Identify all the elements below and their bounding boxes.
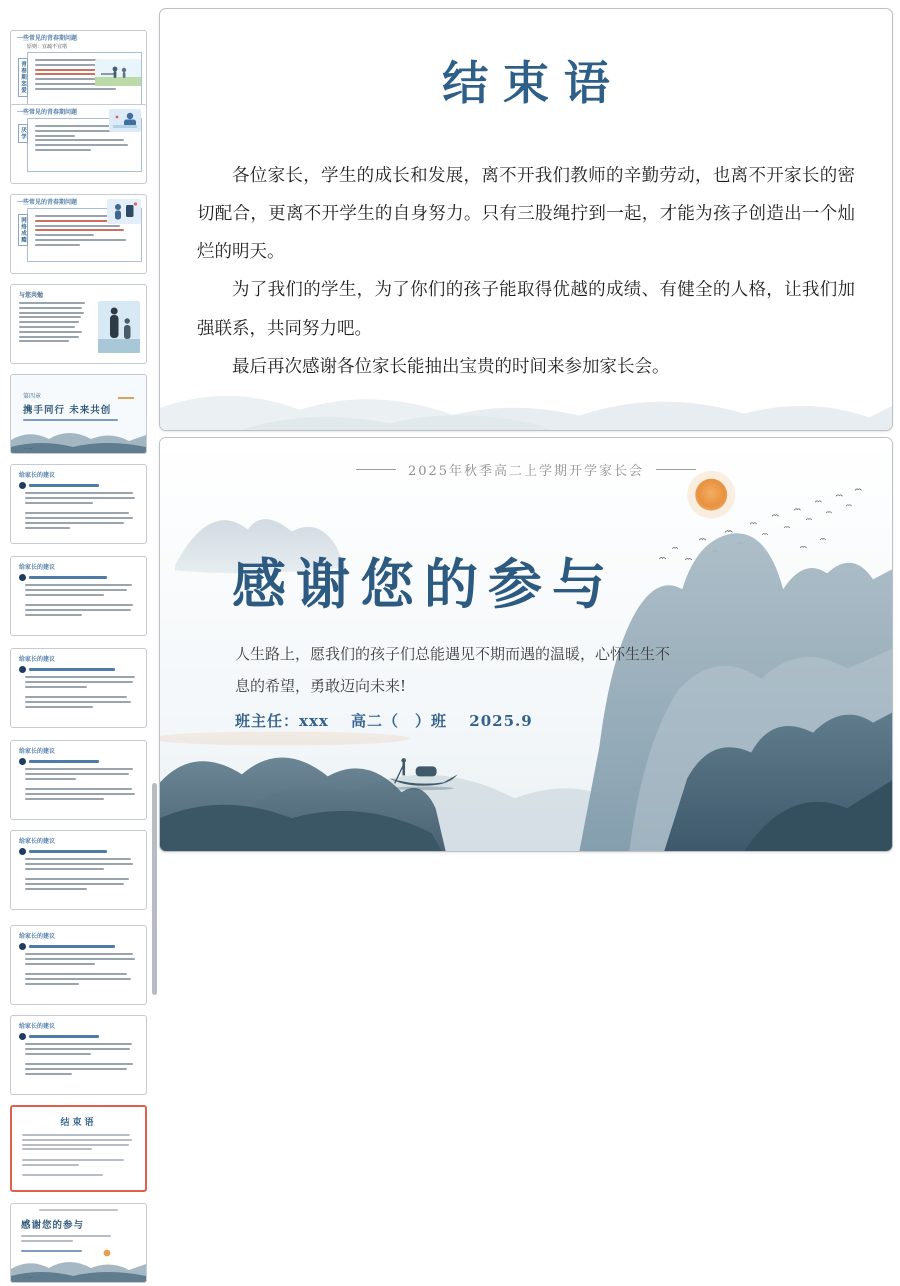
thumb-title: 携手同行 未来共创 (23, 405, 112, 416)
thanks-slide-title[interactable]: 感谢您的参与 (232, 552, 616, 616)
thumb-subtitle: 原则：宜疏不宜堵 (27, 44, 68, 51)
numbered-bullet-icon (19, 574, 26, 581)
thumb-text-lines (25, 953, 138, 985)
thumb-title: 一些常见的青春期问题 (17, 199, 78, 206)
numbered-bullet-icon (19, 848, 26, 855)
thumb-title: 结束语 (60, 1118, 97, 1128)
thumb-title: 与您共勉 (19, 292, 44, 299)
numbered-bullet-icon (19, 1033, 26, 1040)
thumb-text-lines (25, 858, 138, 890)
slide-thumbnail-4-phototext[interactable] (10, 284, 147, 364)
chapter-number: 第四章 (23, 393, 42, 400)
advice-heading (19, 758, 138, 765)
sidebar-scrollbar-thumb[interactable] (152, 783, 157, 995)
thumb-header-line (39, 1209, 117, 1211)
slide-header-text: 2025年秋季高二上学期开学家长会 (407, 464, 645, 479)
thumb-illustration (109, 109, 141, 136)
thumb-title: 感谢您的参与 (21, 1220, 85, 1231)
thumb-side-tag: 网络成瘾 (18, 214, 28, 246)
thumb-illustration (107, 199, 141, 228)
thumb-title: 一些常见的青春期问题 (17, 109, 78, 116)
closing-paragraph-3: 最后再次感谢各位家长能抽出宝贵的时间来参加家长会。 (232, 356, 670, 377)
advice-heading (19, 848, 138, 855)
numbered-bullet-icon (19, 666, 26, 673)
slide-thumbnail-10-advice[interactable] (10, 830, 147, 910)
slide-thumbnail-13-closing[interactable] (10, 1105, 147, 1192)
thumb-title: 给家长的建议 (19, 1023, 56, 1030)
thumb-text-lines (21, 1235, 116, 1252)
slide-thumbnail-3-topic[interactable] (10, 194, 147, 274)
father-son-photo (98, 301, 140, 357)
thanks-slide-subtitle[interactable]: 人生路上，愿我们的孩子们总能遇见不期而遇的温暖，心怀生生不息的希望，勇敢迈向未来! (235, 645, 671, 696)
header-dash-right (656, 469, 696, 471)
sun-icon (695, 479, 727, 511)
faint-mountains-watermark (160, 358, 892, 430)
thumb-title: 给家长的建议 (19, 656, 56, 663)
closing-slide-body[interactable] (197, 157, 855, 386)
slide-thumbnail-8-advice[interactable] (10, 648, 147, 728)
slide-thumbnail-6-advice[interactable] (10, 464, 147, 544)
numbered-bullet-icon (19, 943, 26, 950)
slide-thumbnail-2-topic[interactable] (10, 104, 147, 184)
thumb-text-lines (25, 676, 138, 708)
thumb-title: 给家长的建议 (19, 748, 56, 755)
slide-thumbnail-11-advice[interactable] (10, 925, 147, 1005)
thumb-text-lines (22, 1134, 135, 1176)
accent-dash (118, 397, 134, 399)
slide-thumbnail-panel (0, 0, 158, 1286)
closing-slide-title[interactable]: 结束语 (442, 56, 625, 110)
numbered-bullet-icon (19, 482, 26, 489)
advice-heading (19, 1033, 138, 1040)
slide-thumbnail-7-advice[interactable] (10, 556, 147, 636)
thumb-side-tag: 青春期恋爱 (18, 58, 28, 97)
thumb-side-tag: 厌学 (18, 124, 28, 143)
thumb-title: 给家长的建议 (19, 838, 56, 845)
thumb-title: 给家长的建议 (19, 933, 56, 940)
thumb-text-lines (25, 768, 138, 800)
slide-closing[interactable] (159, 8, 893, 431)
closing-paragraph-1: 各位家长，学生的成长和发展，离不开我们教师的辛勤劳动，也离不开家长的密切配合，更离不开学生的自身努力。只有三股绳拧到一起，才能为孩子创造出一个灿烂的明天。 (197, 166, 855, 263)
slide-thanks[interactable] (159, 437, 893, 852)
thumb-title: 给家长的建议 (19, 564, 56, 571)
slide-thumbnail-9-advice[interactable] (10, 740, 147, 820)
thumb-text-lines (25, 492, 138, 529)
slide-thumbnail-14-thanks[interactable] (10, 1203, 147, 1283)
slide-thumbnail-5-chapter[interactable] (10, 374, 147, 454)
advice-heading (19, 943, 138, 950)
slide-header-banner[interactable] (160, 460, 892, 479)
header-dash-left (356, 469, 396, 471)
thumb-illustration (95, 59, 141, 90)
closing-paragraph-2: 为了我们的学生，为了你们的孩子能取得优越的成绩、有健全的人格，让我们加强联系，共同努力吧。 (197, 280, 855, 339)
advice-heading (19, 666, 138, 673)
thumb-title: 给家长的建议 (19, 472, 56, 479)
advice-heading (19, 482, 138, 489)
thumb-title: 一些常见的青春期问题 (17, 35, 78, 42)
thumb-text-lines (19, 302, 91, 342)
thumb-text-lines (25, 1043, 138, 1075)
thanks-slide-byline[interactable]: 班主任：xxx 高二（ ）班 2025.9 (235, 712, 533, 730)
numbered-bullet-icon (19, 758, 26, 765)
thumb-text-lines (25, 584, 138, 616)
advice-heading (19, 574, 138, 581)
slide-thumbnail-12-advice[interactable] (10, 1015, 147, 1095)
slide-thumbnail-1-topic[interactable] (10, 30, 147, 110)
